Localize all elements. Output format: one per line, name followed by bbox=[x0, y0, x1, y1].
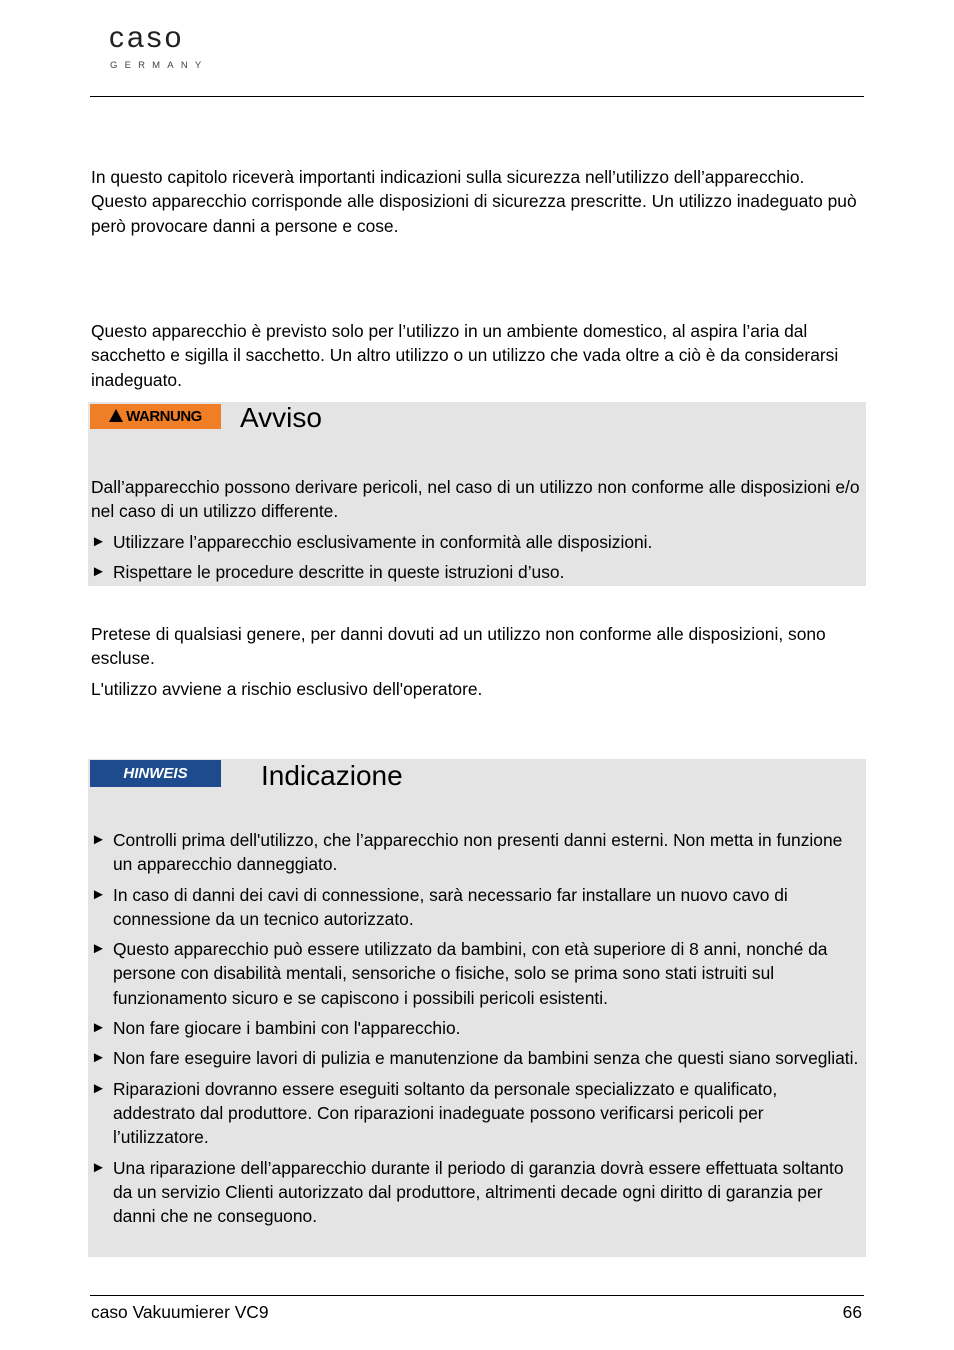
list-item-text: Una riparazione dell’apparecchio durante il periodo di garanzia dovrà essere effettuata soltanto da un servizio Clienti autorizzato dal produttore, altrimenti decade ogni diritto di garanzia per danni che ne conseguono. bbox=[113, 1157, 844, 1227]
bullet-marker-icon: ► bbox=[91, 940, 106, 958]
footer-rule bbox=[90, 1295, 864, 1296]
intro-paragraph-1: In questo capitolo riceverà importanti indicazioni sulla sicurezza nell’utilizzo dell’apparecchio. bbox=[91, 167, 805, 187]
logo-subtitle: GERMANY bbox=[110, 60, 209, 71]
list-item-text: Non fare giocare i bambini con l'apparecchio. bbox=[113, 1018, 461, 1039]
list-item-text: Non fare eseguire lavori di pulizia e manutenzione da bambini senza che questi siano sorvegliati. bbox=[113, 1048, 859, 1069]
bullet-marker-icon: ► bbox=[91, 1079, 106, 1097]
list-item-text: Riparazioni dovranno essere eseguiti soltanto da personale specializzato e qualificato, addestrato dal produttore. Con riparazioni inadeguate possono verificarsi pericoli per l’utilizzatore. bbox=[113, 1078, 778, 1148]
intro-paragraph-2: Questo apparecchio corrisponde alle disposizioni di sicurezza prescritte. Un utilizzo inadeguato può però provocare danni a persone e cose. bbox=[91, 191, 857, 236]
intended-use-section bbox=[91, 319, 866, 392]
notice-badge-label: HINWEIS bbox=[123, 765, 188, 782]
footer-product-name: caso Vakuumierer VC9 bbox=[91, 1302, 269, 1322]
list-item bbox=[91, 1046, 863, 1070]
bullet-marker-icon: ► bbox=[91, 532, 106, 550]
bullet-marker-icon: ► bbox=[91, 831, 106, 848]
caso-logo bbox=[96, 14, 226, 80]
warning-badge bbox=[90, 404, 221, 429]
list-item-text: Controlli prima dell'utilizzo, che l’apparecchio non presenti danni esterni. Non metta in funzione un apparecchio danneggiato. bbox=[113, 830, 843, 875]
warning-text: Dall’apparecchio possono derivare pericoli, nel caso di un utilizzo non conforme alle disposizioni e/o nel caso di un utilizzo differente. bbox=[91, 477, 860, 522]
list-item bbox=[91, 1016, 863, 1040]
list-item bbox=[91, 530, 863, 554]
intro-section bbox=[91, 165, 866, 238]
notice-body bbox=[91, 828, 863, 1228]
warning-panel bbox=[88, 402, 866, 586]
list-item bbox=[91, 560, 863, 584]
list-item bbox=[91, 883, 863, 932]
bullet-marker-icon: ► bbox=[91, 1049, 106, 1067]
list-item bbox=[91, 937, 863, 1010]
notice-title: Indicazione bbox=[261, 760, 403, 791]
warning-badge-label: WARNUNG bbox=[126, 408, 202, 425]
claims-section bbox=[91, 622, 866, 701]
list-item-text: Utilizzare l’apparecchio esclusivamente in conformità alle disposizioni. bbox=[113, 531, 653, 552]
warning-triangle-icon bbox=[109, 409, 123, 422]
warning-title: Avviso bbox=[240, 402, 322, 433]
logo-wordmark: caso bbox=[109, 21, 185, 54]
list-item-text: Questo apparecchio può essere utilizzato da bambini, con età superiore di 8 anni, nonché da persone con disabilità mentali, sensoriche o fisiche, solo se prima sono stati istruiti sul funzionamento sicuro e se capiscono i possibili pericoli esistenti. bbox=[113, 939, 828, 1008]
list-item bbox=[91, 1156, 863, 1229]
list-item bbox=[91, 1077, 863, 1150]
claims-paragraph-2: L'utilizzo avviene a rischio esclusivo dell'operatore. bbox=[91, 678, 483, 699]
warning-body bbox=[91, 475, 863, 584]
claims-paragraph-1: Pretese di qualsiasi genere, per danni dovuti ad un utilizzo non conforme alle disposizioni, sono escluse. bbox=[91, 624, 826, 669]
notice-panel bbox=[88, 759, 866, 1257]
intended-use-paragraph: Questo apparecchio è previsto solo per l’utilizzo in un ambiente domestico, al aspira l’aria dal sacchetto e sigilla il sacchetto. Un altro utilizzo o un utilizzo che vada oltre a ciò è da considerarsi inadeguato. bbox=[91, 321, 839, 390]
logo-graphic bbox=[96, 14, 226, 80]
footer-page-number: 66 bbox=[842, 1302, 862, 1322]
bullet-marker-icon: ► bbox=[91, 1019, 106, 1037]
bullet-marker-icon: ► bbox=[91, 562, 106, 580]
notice-badge bbox=[90, 760, 221, 787]
list-item-text: Rispettare le procedure descritte in queste istruzioni d’uso. bbox=[113, 561, 565, 582]
bullet-marker-icon: ► bbox=[91, 885, 106, 903]
list-item bbox=[91, 828, 863, 877]
list-item-text: In caso di danni dei cavi di connessione, sarà necessario far installare un nuovo cavo di connessione da un tecnico autorizzato. bbox=[113, 884, 788, 929]
bullet-marker-icon: ► bbox=[91, 1158, 106, 1176]
header-rule bbox=[90, 96, 864, 97]
